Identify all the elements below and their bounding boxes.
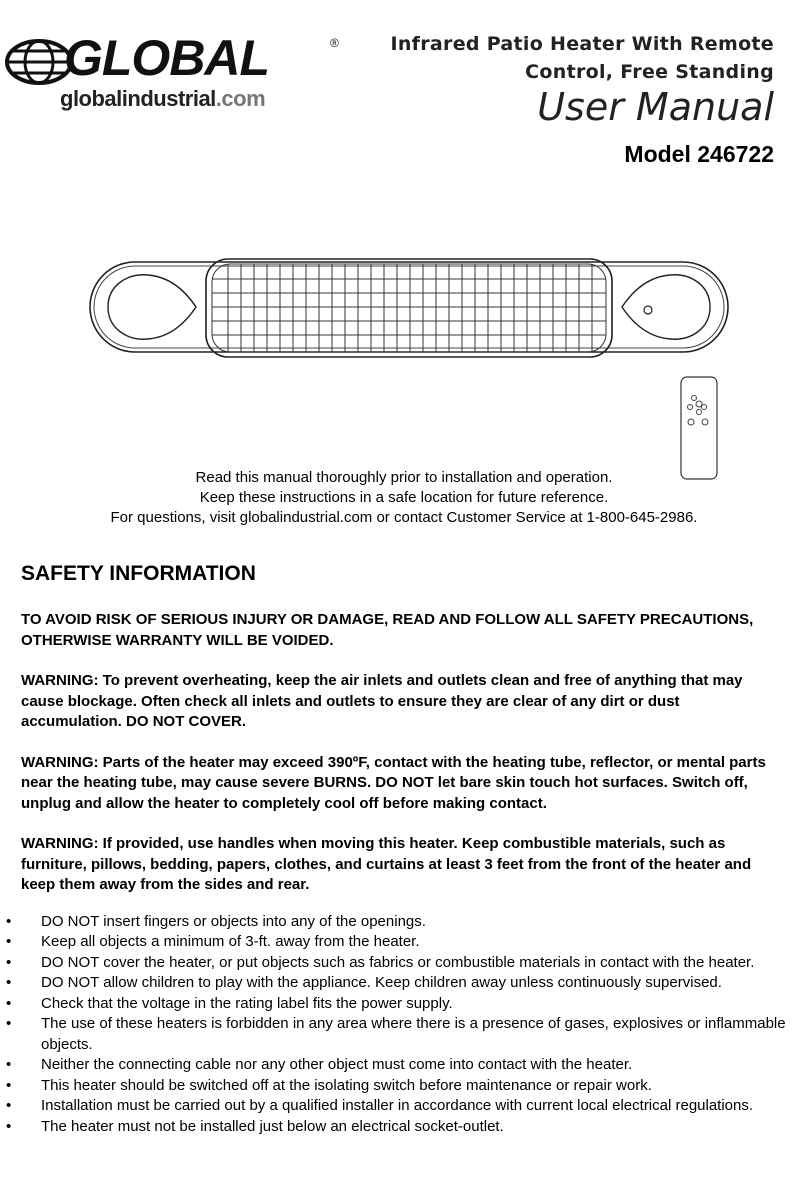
brand-name: GLOBAL (64, 30, 270, 86)
list-item (1, 932, 791, 953)
warning-paragraph: WARNING: Parts of the heater may exceed 390ºF, contact with the heating tube, reflector, or mental parts near the heating tube, may cause severe BURNS. DO NOT let bare skin touch hot surfaces. Switch off, unplug and allow the heater to completely cool off before making contact. (21, 753, 766, 812)
bullet-icon: • (6, 912, 12, 930)
list-item-text: The use of these heaters is forbidden in any area where there is a presence of gases, explosives or inflammable objects. (41, 1015, 786, 1053)
list-item (1, 994, 791, 1015)
list-item (1, 912, 791, 933)
bullet-icon: • (6, 994, 12, 1012)
list-item (1, 1076, 791, 1097)
list-item-text: Neither the connecting cable nor any other object must come into contact with the heater. (41, 1056, 633, 1073)
heater-illustration (88, 255, 730, 361)
bullet-icon: • (6, 1117, 12, 1135)
brand-website (60, 86, 265, 112)
list-item-text: DO NOT cover the heater, or put objects such as fabrics or combustible materials in contact with the heater. (41, 953, 755, 971)
bullet-icon: • (6, 933, 12, 950)
manual-title: User Manual (537, 85, 774, 129)
list-item (1, 1096, 791, 1117)
list-item-text: DO NOT allow children to play with the appliance. Keep children away unless continuously supervised. (41, 974, 722, 991)
list-item (1, 1014, 791, 1055)
brand-logo (4, 28, 344, 118)
brand-site-tld: .com (215, 86, 266, 111)
list-item-text: Keep all objects a minimum of 3-ft. away from the heater. (41, 933, 420, 950)
product-title-line1: Infrared Patio Heater With Remote (390, 33, 774, 55)
intro-line-1: Read this manual thoroughly prior to installation and operation. (195, 469, 613, 486)
list-item-text: Installation must be carried out by a qualified installer in accordance with current local electrical regulations. (41, 1097, 754, 1114)
list-item-text: Check that the voltage in the rating label fits the power supply. (41, 994, 453, 1012)
bullet-icon: • (6, 953, 12, 971)
remote-control-illustration (680, 376, 718, 480)
warning-paragraph: WARNING: If provided, use handles when moving this heater. Keep combustible materials, such as furniture, pillows, bedding, papers, clothes, and curtains at least 3 feet from the front of the heater and keep them away from the sides and rear. (21, 835, 752, 893)
list-item (1, 953, 791, 974)
list-item (1, 973, 791, 994)
bullet-icon: • (6, 1097, 12, 1114)
intro-text (0, 468, 808, 528)
bullet-icon: • (6, 1056, 12, 1073)
brand-site-main: globalindustrial (60, 86, 216, 111)
intro-line-3: For questions, visit globalindustrial.com or contact Customer Service at 1-800-645-2986. (110, 509, 698, 526)
safety-notice: TO AVOID RISK OF SERIOUS INJURY OR DAMAGE, READ AND FOLLOW ALL SAFETY PRECAUTIONS, OTHERWISE WARRANTY WILL BE VOIDED. (21, 611, 754, 649)
section-title: SAFETY INFORMATION (21, 562, 256, 585)
product-title-line2: Control, Free Standing (525, 61, 774, 83)
intro-line-2: Keep these instructions in a safe location for future reference. (199, 489, 609, 506)
list-item-text: This heater should be switched off at the isolating switch before maintenance or repair work. (41, 1076, 652, 1094)
registered-mark: ® (330, 36, 339, 50)
product-title (390, 30, 774, 86)
warning-paragraph: WARNING: To prevent overheating, keep the air inlets and outlets clean and free of anything that may cause blockage. Often check all inlets and outlets to ensure they are clear of any dirt or dust accumulation. DO NOT COVER. (21, 672, 743, 730)
list-item-text: The heater must not be installed just below an electrical socket-outlet. (41, 1117, 504, 1135)
bullet-icon: • (6, 1015, 12, 1032)
bullet-icon: • (6, 1076, 12, 1094)
safety-section (6, 560, 786, 1137)
list-item (1, 1055, 791, 1076)
bullet-icon: • (6, 974, 12, 991)
list-item (1, 1117, 791, 1138)
safety-bullet-list (1, 912, 791, 1138)
list-item-text: DO NOT insert fingers or objects into any of the openings. (41, 912, 426, 930)
model-number: Model 246722 (624, 141, 774, 167)
